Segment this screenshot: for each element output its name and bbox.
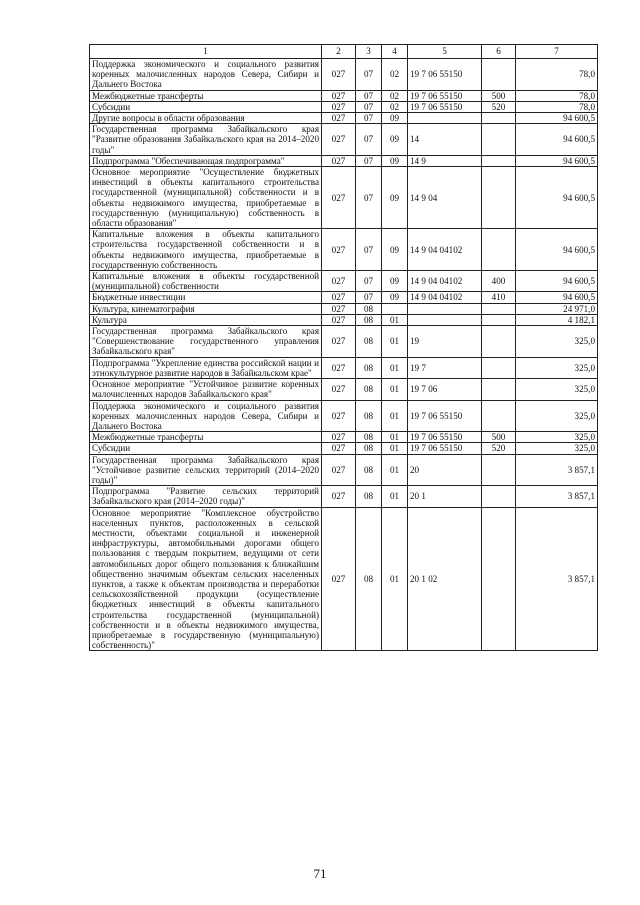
row-target-article: 19 7 06 55150 bbox=[408, 90, 482, 101]
table-row bbox=[90, 400, 598, 432]
row-amount: 24 971,0 bbox=[516, 303, 598, 314]
row-section: 07 bbox=[356, 90, 382, 101]
table-row bbox=[90, 357, 598, 378]
row-section: 07 bbox=[356, 271, 382, 292]
row-name: Культура, кинематография bbox=[90, 303, 322, 314]
row-name: Подпрограмма "Укрепление единства российской нации и этнокультурное развитие народов в Забайкальском крае" bbox=[90, 357, 322, 378]
row-name: Подпрограмма "Обеспечивающая подпрограмма" bbox=[90, 155, 322, 166]
row-expense-type bbox=[482, 454, 516, 486]
row-subsection: 09 bbox=[382, 155, 408, 166]
column-header-4: 4 bbox=[382, 45, 408, 59]
row-amount: 94 600,5 bbox=[516, 155, 598, 166]
row-subsection: 09 bbox=[382, 113, 408, 124]
row-subsection: 01 bbox=[382, 443, 408, 454]
row-amount: 94 600,5 bbox=[516, 229, 598, 271]
row-section: 07 bbox=[356, 229, 382, 271]
row-org-code: 027 bbox=[322, 443, 356, 454]
row-amount: 325,0 bbox=[516, 432, 598, 443]
table-row bbox=[90, 486, 598, 507]
row-name: Субсидии bbox=[90, 101, 322, 112]
table-row bbox=[90, 90, 598, 101]
row-expense-type bbox=[482, 124, 516, 156]
row-target-article: 14 9 bbox=[408, 155, 482, 166]
row-subsection: 09 bbox=[382, 271, 408, 292]
row-org-code: 027 bbox=[322, 326, 356, 358]
row-name: Поддержка экономического и социального развития коренных малочисленных народов Севера, Сибири и Дальнего Востока bbox=[90, 59, 322, 91]
row-expense-type: 520 bbox=[482, 101, 516, 112]
table-row bbox=[90, 303, 598, 314]
row-org-code: 027 bbox=[322, 90, 356, 101]
row-section: 08 bbox=[356, 432, 382, 443]
table-row bbox=[90, 155, 598, 166]
row-amount: 3 857,1 bbox=[516, 454, 598, 486]
row-subsection: 02 bbox=[382, 101, 408, 112]
row-name: Другие вопросы в области образования bbox=[90, 113, 322, 124]
row-subsection: 01 bbox=[382, 357, 408, 378]
row-subsection: 09 bbox=[382, 292, 408, 303]
row-subsection: 01 bbox=[382, 432, 408, 443]
table-row bbox=[90, 124, 598, 156]
row-org-code: 027 bbox=[322, 292, 356, 303]
row-subsection: 09 bbox=[382, 124, 408, 156]
column-header-1: 1 bbox=[90, 45, 322, 59]
row-section: 08 bbox=[356, 400, 382, 432]
row-amount: 94 600,5 bbox=[516, 167, 598, 229]
row-target-article: 20 1 bbox=[408, 486, 482, 507]
row-name: Межбюджетные трансферты bbox=[90, 90, 322, 101]
column-header-6: 6 bbox=[482, 45, 516, 59]
row-amount: 325,0 bbox=[516, 443, 598, 454]
row-expense-type bbox=[482, 400, 516, 432]
row-expense-type: 500 bbox=[482, 432, 516, 443]
column-header-3: 3 bbox=[356, 45, 382, 59]
table-row bbox=[90, 507, 598, 651]
table-row bbox=[90, 59, 598, 91]
row-target-article: 19 7 bbox=[408, 357, 482, 378]
row-org-code: 027 bbox=[322, 229, 356, 271]
row-expense-type bbox=[482, 507, 516, 651]
column-header-5: 5 bbox=[408, 45, 482, 59]
row-expense-type bbox=[482, 326, 516, 358]
row-amount: 94 600,5 bbox=[516, 292, 598, 303]
row-subsection: 01 bbox=[382, 507, 408, 651]
row-name: Основное мероприятие "Осуществление бюджетных инвестиций в объекты капитального строительства государственной (муниципальной) собственности и в объекты недвижимого имущества, приобретаемые в государственную (муниципальную) собственность в области образования" bbox=[90, 167, 322, 229]
row-org-code: 027 bbox=[322, 486, 356, 507]
row-amount: 94 600,5 bbox=[516, 113, 598, 124]
column-header-2: 2 bbox=[322, 45, 356, 59]
row-expense-type bbox=[482, 486, 516, 507]
row-section: 07 bbox=[356, 292, 382, 303]
row-section: 08 bbox=[356, 507, 382, 651]
row-target-article: 19 7 06 bbox=[408, 379, 482, 400]
table-row bbox=[90, 454, 598, 486]
row-name: Основное мероприятие "Комплексное обустройство населенных пунктов, расположенных в сельской местности, объектами социальной и инженерной инфраструктуры, автомобильными дорогами общего пользования с твердым покрытием, ведущими от сети автомобильных дорог общего пользования к ближайшим общественно значимым объектам сельских населенных пунктов, а также к объектам производства и переработки сельскохозяйственной продукции (осуществление бюджетных инвестиций в объекты капитального строительства государственной (муниципальной) собственности и в объекты недвижимого имущества, приобретаемые в государственную (муниципальную) собственность)" bbox=[90, 507, 322, 651]
row-expense-type: 400 bbox=[482, 271, 516, 292]
row-target-article bbox=[408, 113, 482, 124]
row-amount: 94 600,5 bbox=[516, 124, 598, 156]
row-target-article: 19 7 06 55150 bbox=[408, 432, 482, 443]
row-section: 07 bbox=[356, 59, 382, 91]
table-row bbox=[90, 379, 598, 400]
row-name: Поддержка экономического и социального развития коренных малочисленных народов Севера, Сибири и Дальнего Востока bbox=[90, 400, 322, 432]
row-org-code: 027 bbox=[322, 507, 356, 651]
row-expense-type bbox=[482, 155, 516, 166]
row-expense-type bbox=[482, 379, 516, 400]
row-expense-type: 500 bbox=[482, 90, 516, 101]
row-subsection bbox=[382, 303, 408, 314]
row-expense-type bbox=[482, 357, 516, 378]
row-expense-type bbox=[482, 59, 516, 91]
row-name: Государственная программа Забайкальского края "Развитие образования Забайкальского края на 2014–2020 годы" bbox=[90, 124, 322, 156]
row-subsection: 01 bbox=[382, 486, 408, 507]
row-org-code: 027 bbox=[322, 113, 356, 124]
row-target-article: 20 bbox=[408, 454, 482, 486]
row-section: 08 bbox=[356, 379, 382, 400]
row-org-code: 027 bbox=[322, 124, 356, 156]
row-org-code: 027 bbox=[322, 101, 356, 112]
row-expense-type bbox=[482, 167, 516, 229]
row-target-article: 14 bbox=[408, 124, 482, 156]
row-subsection: 02 bbox=[382, 90, 408, 101]
row-name: Субсидии bbox=[90, 443, 322, 454]
row-expense-type: 410 bbox=[482, 292, 516, 303]
row-section: 08 bbox=[356, 357, 382, 378]
row-name: Государственная программа Забайкальского края "Совершенствование государственного управления Забайкальского края" bbox=[90, 326, 322, 358]
row-amount: 325,0 bbox=[516, 379, 598, 400]
row-target-article: 19 7 06 55150 bbox=[408, 443, 482, 454]
row-amount: 94 600,5 bbox=[516, 271, 598, 292]
row-subsection: 01 bbox=[382, 400, 408, 432]
table-header bbox=[90, 45, 598, 59]
row-name: Основное мероприятие "Устойчивое развитие коренных малочисленных народов Забайкальского края" bbox=[90, 379, 322, 400]
row-org-code: 027 bbox=[322, 155, 356, 166]
table-row bbox=[90, 271, 598, 292]
row-name: Подпрограмма "Развитие сельских территорий Забайкальского края (2014–2020 годы)" bbox=[90, 486, 322, 507]
row-subsection: 09 bbox=[382, 167, 408, 229]
row-amount: 78,0 bbox=[516, 101, 598, 112]
row-section: 07 bbox=[356, 113, 382, 124]
row-amount: 325,0 bbox=[516, 357, 598, 378]
row-target-article: 20 1 02 bbox=[408, 507, 482, 651]
row-org-code: 027 bbox=[322, 314, 356, 325]
row-section: 08 bbox=[356, 486, 382, 507]
row-target-article: 14 9 04 bbox=[408, 167, 482, 229]
row-org-code: 027 bbox=[322, 59, 356, 91]
row-expense-type bbox=[482, 303, 516, 314]
row-name: Капитальные вложения в объекты государственной (муниципальной) собственности bbox=[90, 271, 322, 292]
row-expense-type bbox=[482, 314, 516, 325]
table-row bbox=[90, 113, 598, 124]
row-section: 08 bbox=[356, 326, 382, 358]
row-subsection: 09 bbox=[382, 229, 408, 271]
row-target-article: 14 9 04 04102 bbox=[408, 292, 482, 303]
row-amount: 325,0 bbox=[516, 400, 598, 432]
table-row bbox=[90, 326, 598, 358]
table-row bbox=[90, 101, 598, 112]
page-number: 71 bbox=[313, 866, 327, 881]
row-amount: 325,0 bbox=[516, 326, 598, 358]
row-target-article bbox=[408, 303, 482, 314]
column-header-7: 7 bbox=[516, 45, 598, 59]
row-subsection: 01 bbox=[382, 326, 408, 358]
row-name: Государственная программа Забайкальского края "Устойчивое развитие сельских территорий (2014–2020 годы)" bbox=[90, 454, 322, 486]
row-org-code: 027 bbox=[322, 167, 356, 229]
row-org-code: 027 bbox=[322, 454, 356, 486]
row-section: 07 bbox=[356, 167, 382, 229]
row-org-code: 027 bbox=[322, 357, 356, 378]
row-section: 08 bbox=[356, 314, 382, 325]
table-row bbox=[90, 167, 598, 229]
row-amount: 78,0 bbox=[516, 90, 598, 101]
table-row bbox=[90, 432, 598, 443]
row-target-article: 19 7 06 55150 bbox=[408, 101, 482, 112]
row-subsection: 02 bbox=[382, 59, 408, 91]
row-name: Межбюджетные трансферты bbox=[90, 432, 322, 443]
row-target-article bbox=[408, 314, 482, 325]
row-org-code: 027 bbox=[322, 271, 356, 292]
table-row bbox=[90, 443, 598, 454]
row-amount: 4 182,1 bbox=[516, 314, 598, 325]
row-target-article: 19 7 06 55150 bbox=[408, 59, 482, 91]
header-row bbox=[90, 45, 598, 59]
row-amount: 3 857,1 bbox=[516, 507, 598, 651]
row-section: 08 bbox=[356, 303, 382, 314]
row-org-code: 027 bbox=[322, 303, 356, 314]
budget-table bbox=[89, 44, 598, 651]
row-expense-type: 520 bbox=[482, 443, 516, 454]
row-amount: 3 857,1 bbox=[516, 486, 598, 507]
row-subsection: 01 bbox=[382, 379, 408, 400]
row-subsection: 01 bbox=[382, 454, 408, 486]
row-target-article: 14 9 04 04102 bbox=[408, 229, 482, 271]
table-body bbox=[90, 59, 598, 651]
table-row bbox=[90, 292, 598, 303]
row-name: Культура bbox=[90, 314, 322, 325]
row-org-code: 027 bbox=[322, 379, 356, 400]
row-name: Капитальные вложения в объекты капитального строительства государственной собственности и в объекты недвижимого имущества, приобретаемые в государственную собственность bbox=[90, 229, 322, 271]
row-subsection: 01 bbox=[382, 314, 408, 325]
row-target-article: 19 7 06 55150 bbox=[408, 400, 482, 432]
table-row bbox=[90, 314, 598, 325]
row-section: 07 bbox=[356, 155, 382, 166]
row-section: 07 bbox=[356, 124, 382, 156]
row-name: Бюджетные инвестиции bbox=[90, 292, 322, 303]
row-org-code: 027 bbox=[322, 432, 356, 443]
row-target-article: 19 bbox=[408, 326, 482, 358]
row-section: 07 bbox=[356, 101, 382, 112]
row-expense-type bbox=[482, 113, 516, 124]
row-section: 08 bbox=[356, 443, 382, 454]
row-section: 08 bbox=[356, 454, 382, 486]
table-row bbox=[90, 229, 598, 271]
row-target-article: 14 9 04 04102 bbox=[408, 271, 482, 292]
row-amount: 78,0 bbox=[516, 59, 598, 91]
row-expense-type bbox=[482, 229, 516, 271]
row-org-code: 027 bbox=[322, 400, 356, 432]
